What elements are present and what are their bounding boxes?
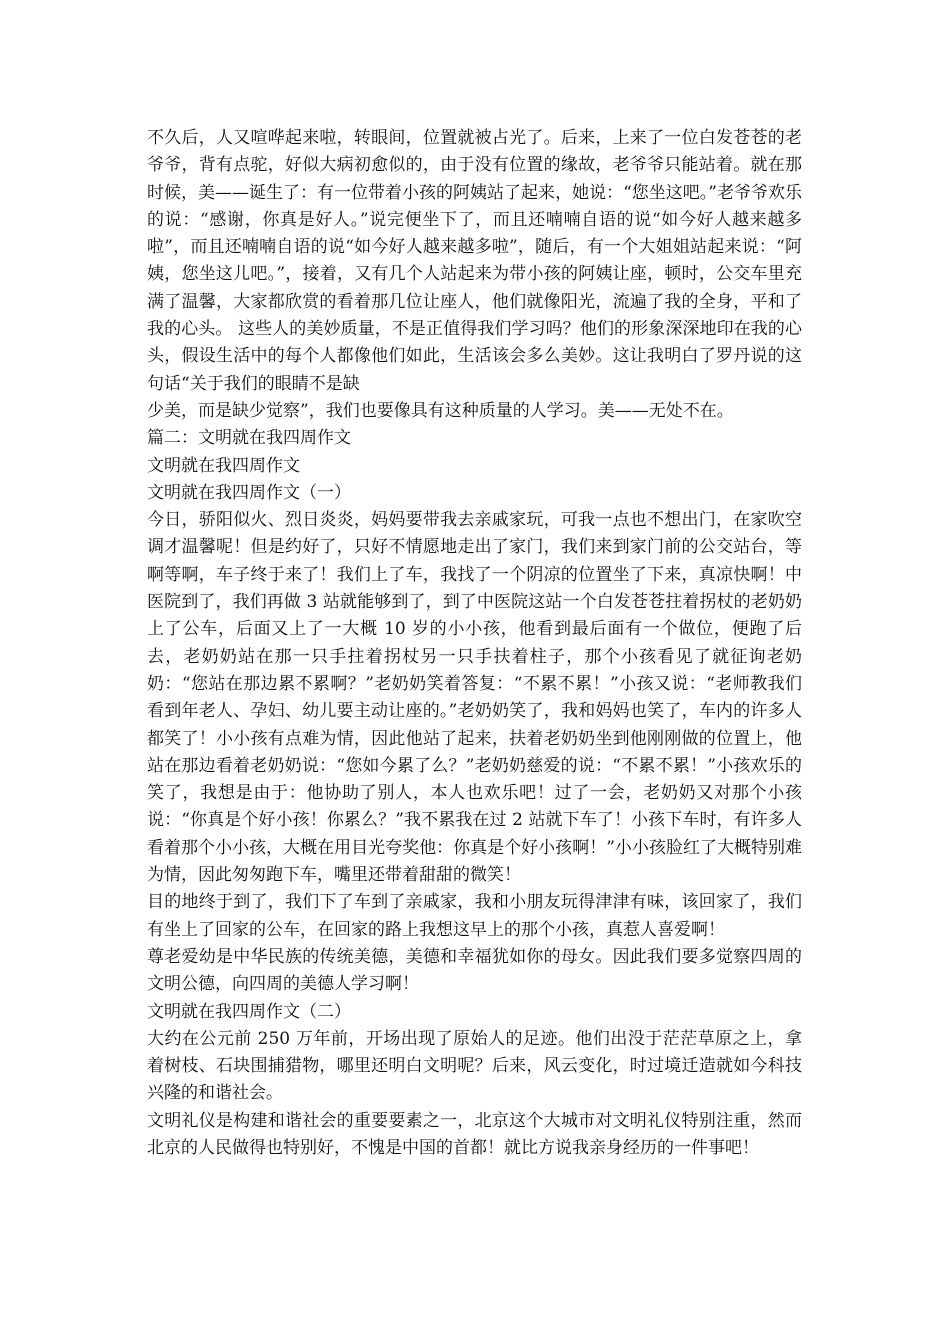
essay-title: 文明就在我四周作文 (147, 455, 300, 476)
paragraph-essay-two-intro: 大约在公元前 250 万年前，开场出现了原始人的足迹。他们出没于茫茫草原之上，拿着树枝、石块围捕猎物，哪里还明白文明呢？后来，风云变化，时过境迁造就如今科技兴隆的和谐社会。 (147, 1028, 802, 1104)
section-heading-part-two: 篇二：文明就在我四周作文 (147, 428, 351, 449)
document-body (147, 125, 802, 1162)
essay-subtitle-one: 文明就在我四周作文（一） (147, 482, 351, 503)
essay-subtitle-two: 文明就在我四周作文（二） (147, 1001, 351, 1022)
paragraph-essay-two-body: 文明礼仪是构建和谐社会的重要要素之一，北京这个大城市对文明礼仪特别注重，然而北京的人民做得也特别好，不愧是中国的首都！就比方说我亲身经历的一件事吧！ (147, 1110, 802, 1158)
paragraph-essay-one-arrival: 目的地终于到了，我们下了车到了亲戚家，我和小朋友玩得津津有味，该回家了，我们有坐上了回家的公车，在回家的路上我想这早上的那个小孩，真惹人喜爱啊！ (147, 892, 802, 940)
paragraph-bus-story-end: 不久后，人又喧哗起来啦，转眼间，位置就被占光了。后来，上来了一位白发苍苍的老爷爷，背有点驼，好似大病初愈似的，由于没有位置的缘故，老爷爷只能站着。就在那时候，美——诞生了：有一位带着小孩的阿姨站了起来，她说：“您坐这吧。”老爷爷欢乐的说：“感谢，你真是好人。”说完便坐下了，而且还喃喃自语的说“如今好人越来越多啦”，而且还喃喃自语的说“如今好人越来越多啦”，随后，有一个大姐姐站起来说：“阿姨，您坐这儿吧。”，接着，又有几个人站起来为带小孩的阿姨让座，顿时，公交车里充满了温馨，大家都欣赏的看着那几位让座人，他们就像阳光，流遍了我的全身，平和了我的心头。 这些人的美妙质量，不是正值得我们学习吗？他们的形象深深地印在我的心头，假设生活中的每个人都像他们如此，生活该会多么美妙。这让我明白了罗丹说的这句话“关于我们的眼睛不是缺 (147, 128, 802, 394)
paragraph-essay-one-conclusion: 尊老爱幼是中华民族的传统美德，美德和幸福犹如你的母女。因此我们要多觉察四周的文明公德，向四周的美德人学习啊！ (147, 946, 802, 995)
paragraph-bus-story-conclusion: 少美，而是缺少觉察”，我们也要像具有这种质量的人学习。美——无处不在。 (147, 400, 734, 421)
paragraph-essay-one-body: 今日，骄阳似火、烈日炎炎，妈妈要带我去亲戚家玩，可我一点也不想出门，在家吹空调才温馨呢！但是约好了，只好不情愿地走出了家门，我们来到家门前的公交站台，等啊等啊，车子终于来了！我们上了车，我找了一个阴凉的位置坐了下来，真凉快啊！中医院到了，我们再做 3 站就能够到了，到了中医院这站一个白发苍苍拄着拐杖的老奶奶上了公车，后面又上了一大概 10 岁的小小孩，他看到最后面有一个做位，便跑了后去，老奶奶站在那一只手拄着拐杖另一只手扶着柱子，那个小孩看见了就征询老奶奶：“您站在那边累不累啊？”老奶奶笑着答复：“不累不累！”小孩又说：“老师教我们看到年老人、孕妇、幼儿要主动让座的。”老奶奶笑了，我和妈妈也笑了，车内的许多人都笑了！小小孩有点难为情，因此他站了起来，扶着老奶奶坐到他刚刚做的位置上，他站在那边看着老奶奶说：“您如今累了么？”老奶奶慈爱的说：“不累不累！”小孩欢乐的笑了，我想是由于：他协助了别人，本人也欢乐吧！过了一会，老奶奶又对那个小孩说：“你真是个好小孩！你累么？”我不累我在过 2 站就下车了！小孩下车时，有许多人看着那个小小孩，大概在用目光夸奖他：你真是个好小孩啊！”小小孩脸红了大概特别难为情，因此匆匆跑下车，嘴里还带着甜甜的微笑！ (147, 510, 802, 886)
